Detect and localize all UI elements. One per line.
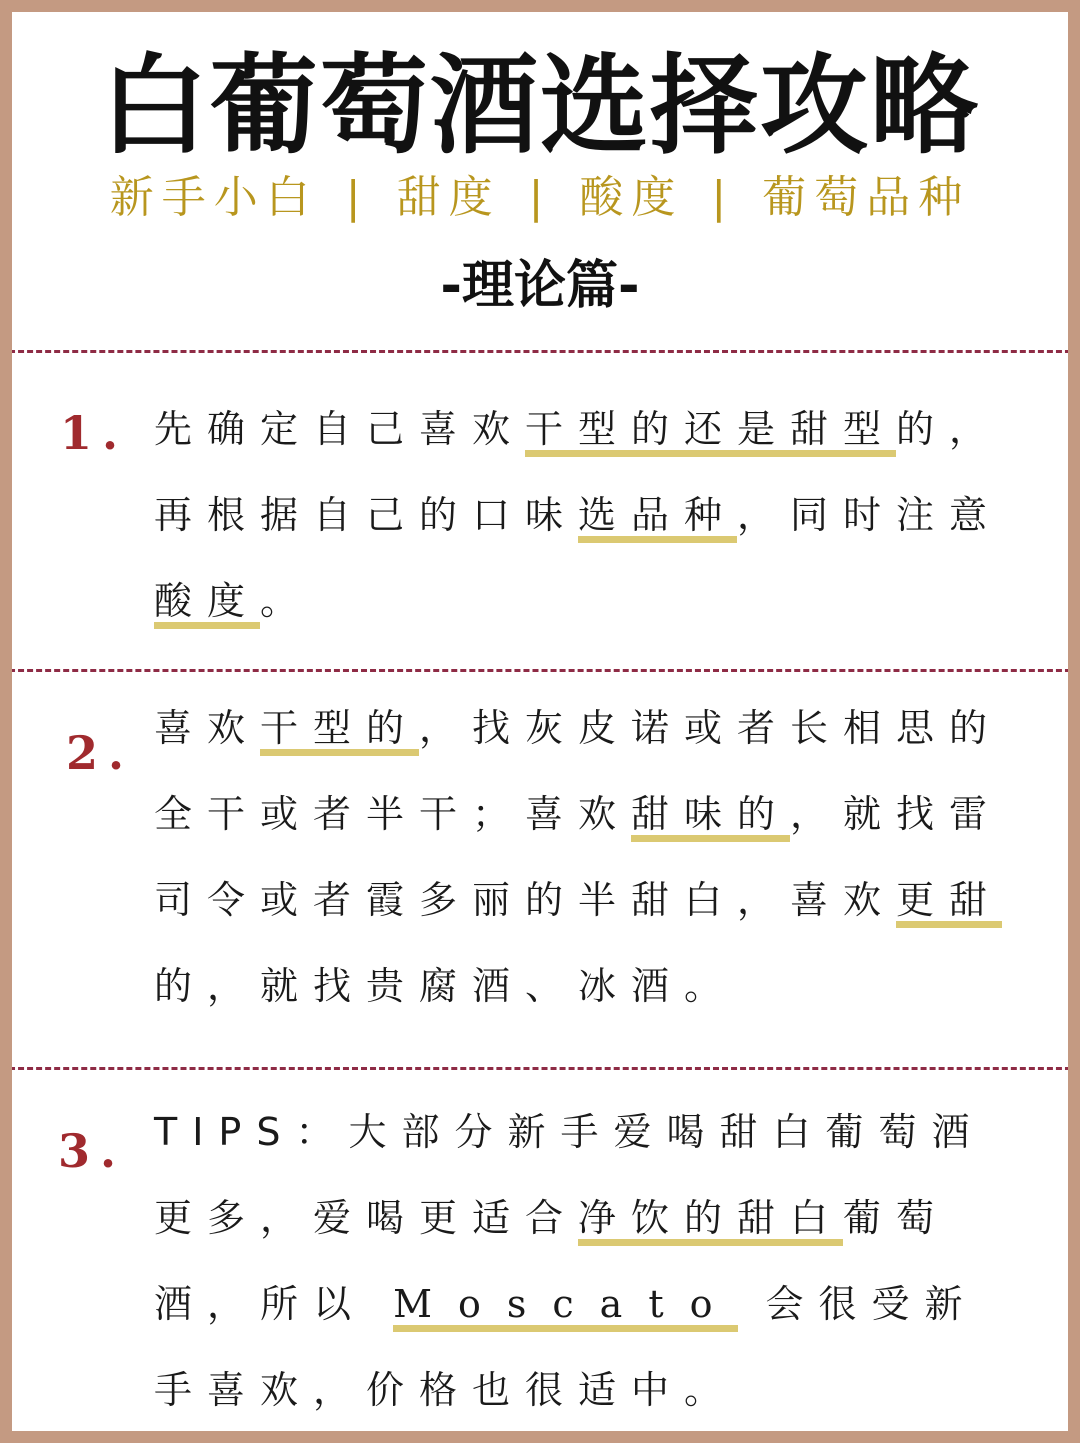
dashed-divider <box>12 1067 1068 1070</box>
item-number: 3. <box>58 1124 127 1178</box>
text-segment: 先确定自己喜欢 <box>154 407 526 451</box>
highlighted-phrase: 酸度 <box>154 579 260 629</box>
poster-card <box>12 12 1068 1431</box>
item-number: 1. <box>60 406 129 460</box>
highlighted-phrase: 更甜 <box>896 878 1002 928</box>
text-segment: 喜欢 <box>154 706 261 750</box>
tag-grape-variety: 葡萄品种 <box>762 172 971 223</box>
dashed-divider <box>12 669 1068 672</box>
item-2-text <box>154 685 1014 1029</box>
text-segment: 会很受新手喜欢，价格也很适中。 <box>154 1282 978 1412</box>
highlighted-phrase: 干型的还是甜型 <box>525 407 896 457</box>
item-3-text <box>154 1089 1014 1431</box>
tag-separator: | <box>528 172 552 223</box>
item-number: 2. <box>66 726 135 780</box>
dashed-divider <box>12 350 1068 353</box>
page-title: 白葡萄酒选择攻略 <box>99 44 980 169</box>
text-segment: 葡萄酒，所以 <box>154 1196 950 1326</box>
text-segment: 。 <box>260 579 314 623</box>
subtitle-tags <box>12 172 1068 224</box>
highlighted-phrase-moscato: Moscato <box>393 1282 738 1332</box>
text-segment: ，就找雷司令或者霞多丽的半甜白，喜欢 <box>154 792 1003 922</box>
highlighted-phrase: 甜味的 <box>631 792 790 842</box>
tag-acidity: 酸度 <box>579 172 684 223</box>
item-1-text <box>154 386 1014 644</box>
tag-beginner: 新手小白 <box>109 172 318 223</box>
tag-separator: | <box>345 172 369 223</box>
text-segment: TIPS：大部分新手爱喝甜白葡萄酒更多，爱喝更适合 <box>154 1110 985 1240</box>
tag-separator: | <box>711 172 735 223</box>
text-segment: 的，再根据自己的口味 <box>154 407 1003 537</box>
text-segment: 的，就找贵腐酒、冰酒。 <box>154 964 738 1008</box>
tag-sweetness: 甜度 <box>396 172 501 223</box>
section-label: -理论篇- <box>440 256 640 316</box>
highlighted-phrase: 选品种 <box>578 493 737 543</box>
text-segment: ，找灰皮诺或者长相思的全干或者半干；喜欢 <box>154 706 1003 836</box>
text-segment: ，同时注意 <box>737 493 1003 537</box>
highlighted-phrase: 净饮的甜白 <box>578 1196 843 1246</box>
highlighted-phrase: 干型的 <box>260 706 419 756</box>
